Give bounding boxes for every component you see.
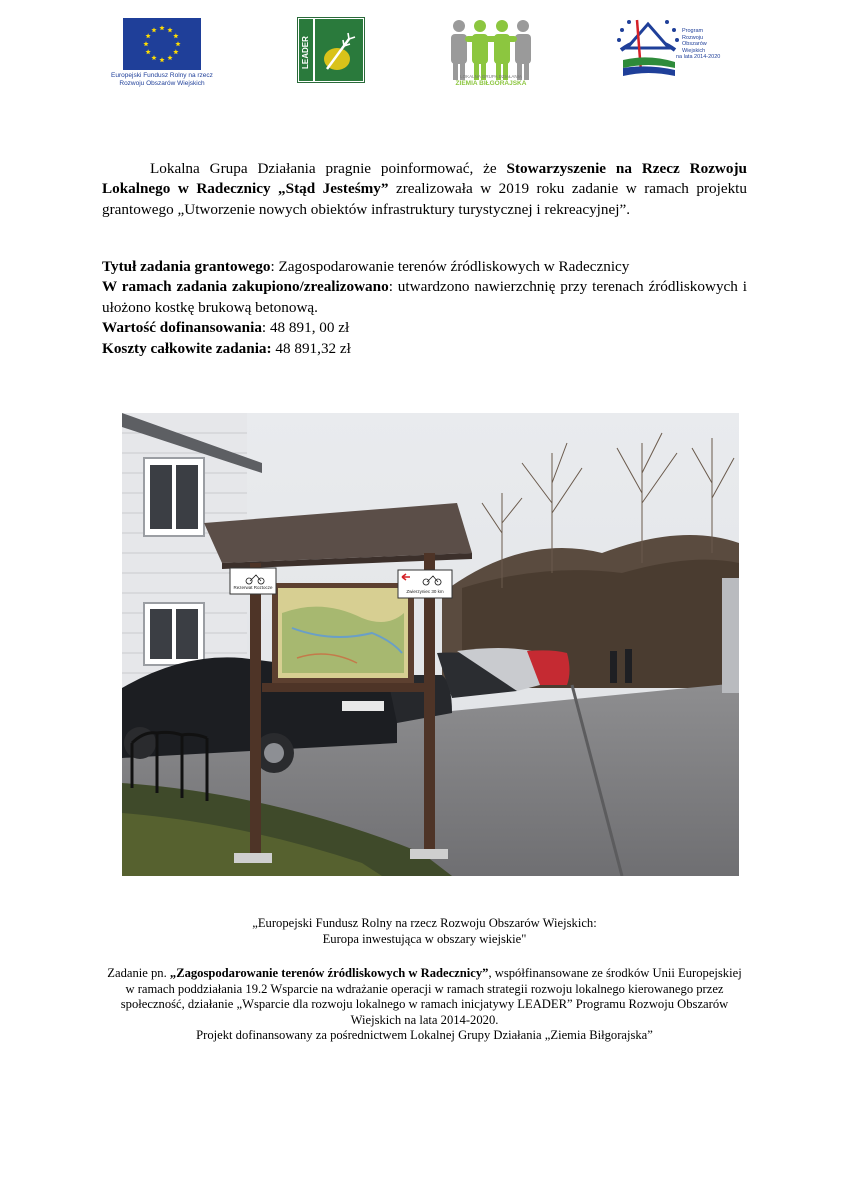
eu-caption-line1: Europejski Fundusz Rolny na rzecz — [111, 72, 213, 79]
task-scope-line — [102, 277, 747, 318]
intro-paragraph — [102, 159, 747, 220]
task-scope-label: W ramach zadania zakupiono/zrealizowano — [102, 278, 389, 296]
intro-part1: Lokalna Grupa Działania pragnie poinformować, że — [150, 160, 507, 177]
prow-logo-caption — [676, 28, 752, 61]
task-title-label: Tytuł zadania grantowego — [102, 258, 271, 275]
slogan-line1: „Europejski Fundusz Rolny na rzecz Rozwoju Obszarów Wiejskich: — [252, 916, 597, 930]
task-details — [102, 257, 747, 359]
eu-slogan — [102, 916, 747, 947]
task-title-value: : Zagospodarowanie terenów źródliskowych w Radecznicy — [270, 258, 630, 275]
funding-value-line — [102, 318, 747, 338]
total-cost-amount: 48 891,32 zł — [271, 339, 351, 357]
prow-logo-icon — [613, 10, 683, 80]
prow-line2: Rozwoju — [682, 34, 704, 41]
eu-logo-caption — [100, 72, 224, 88]
sign-left-text: Rezerwat Roztocze — [233, 585, 273, 590]
total-cost-label: Koszty całkowite zadania: — [102, 339, 272, 357]
funding-part1: Zadanie pn. — [107, 966, 170, 980]
funding-part2: , współfinansowane ze środków Unii Europejskiej w ramach poddziałania 19.2 Wsparcie na wdrażanie operacji w ramach strategii rozwoju lokalnego kierowanego przez społeczność, działanie „Wsparcie dla rozwoju lokalnego w ramach inicjatywy LEADER” Programu Rozwoju Obszarów Wiejskich na lata 2014-2020. — [120, 966, 742, 1027]
intro-organization: Stowarzyszenie na Rzecz Rozwoju Lokalnego w Radecznicy „Stąd Jesteśmy” — [102, 160, 747, 198]
leader-logo-icon — [297, 17, 365, 83]
intro-part2: zrealizowała w 2019 roku zadanie w ramach projektu grantowego „Utworzenie nowych obiektów infrastruktury turystycznej i rekreacyjnej”. — [102, 180, 747, 218]
sign-right-text: Zwierzyniec 30 km — [406, 589, 444, 594]
funding-part3: Projekt dofinansowany za pośrednictwem Lokalnej Grupy Działania „Ziemia Biłgorajska” — [196, 1028, 653, 1043]
lgd-caption-small: LOKALNA GRUPA DZIAŁANIA — [460, 74, 522, 79]
leader-logo-text: LEADER — [301, 36, 310, 69]
logo-bar — [0, 0, 848, 110]
prow-line1: Program — [682, 28, 704, 34]
prow-line3: Obszarów — [682, 41, 707, 47]
eu-flag-icon — [123, 18, 201, 70]
total-cost-line — [102, 339, 747, 359]
lgd-caption-name: ZIEMIA BIŁGORAJSKA — [455, 80, 527, 87]
task-title-line — [102, 257, 747, 277]
funding-statement — [102, 966, 747, 1044]
prow-line5: na lata 2014-2020 — [676, 54, 721, 60]
site-photo — [122, 413, 739, 876]
funding-task-name: „Zagospodarowanie terenów źródliskowych w Radecznicy” — [169, 966, 489, 980]
funding-value-amount: : 48 891, 00 zł — [261, 319, 350, 337]
eu-caption-line2: Rozwoju Obszarów Wiejskich — [119, 80, 205, 87]
funding-value-label: Wartość dofinansowania — [102, 319, 262, 337]
prow-line4: Wiejskich — [682, 47, 706, 54]
lgd-logo-caption — [432, 74, 550, 88]
slogan-line2: Europa inwestująca w obszary wiejskie" — [322, 931, 527, 946]
task-scope-value: : utwardzono nawierzchnię przy terenach źródliskowych i ułożono kostkę brukową betonową. — [102, 278, 748, 316]
